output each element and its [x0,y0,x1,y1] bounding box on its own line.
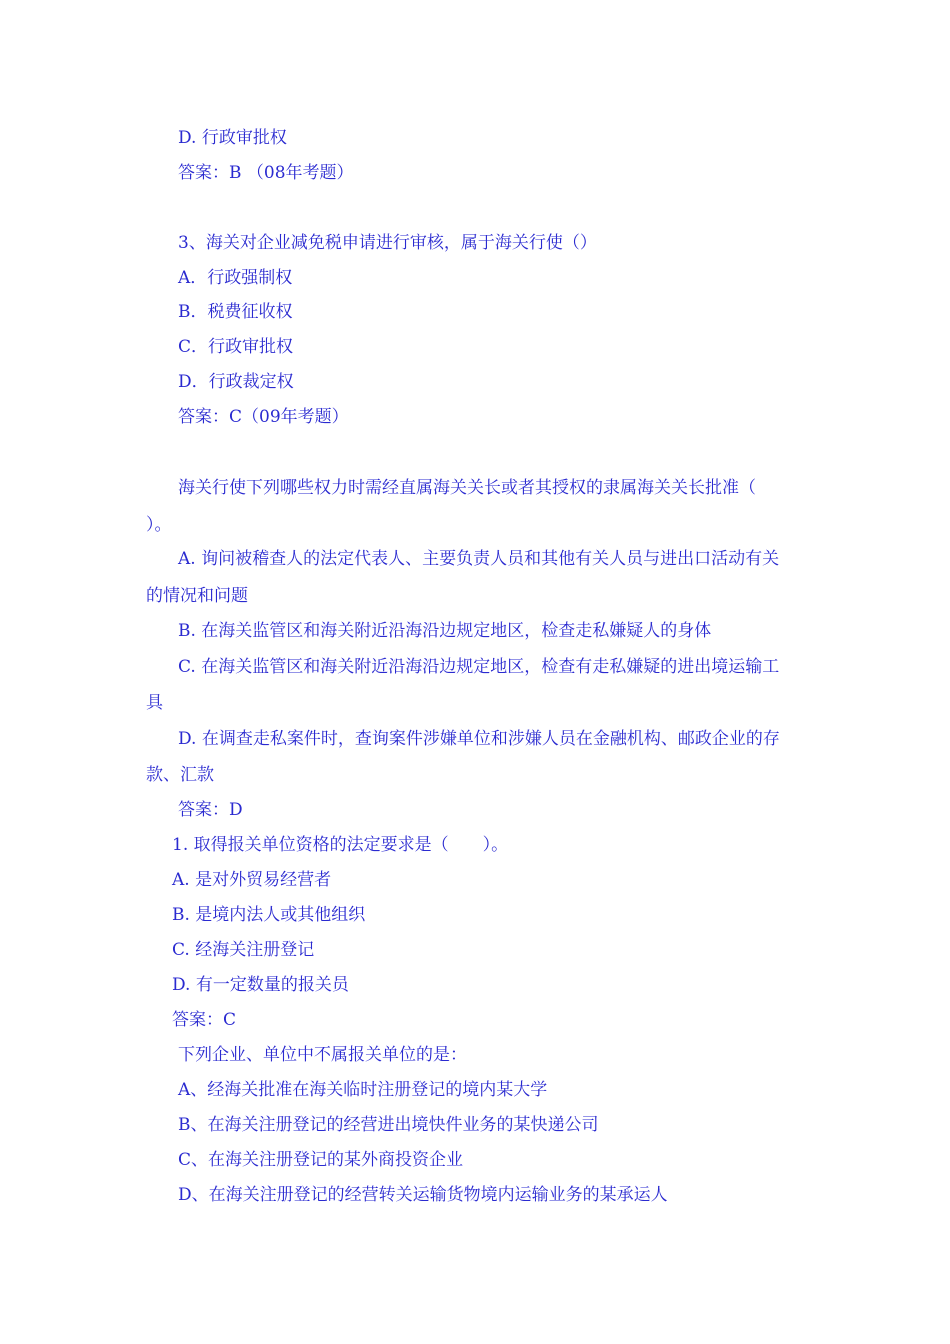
answer-line: 答案：C（09年考题） [178,407,349,427]
question-line: 下列企业、单位中不属报关单位的是： [178,1045,467,1065]
option-c-line: C. 经海关注册登记 [172,940,315,960]
option-b-line: B．税费征收权 [178,302,293,322]
option-d-line: D. 行政审批权 [178,128,287,148]
option-c-line-cont: 具 [146,693,163,713]
option-d-line: D. 有一定数量的报关员 [172,975,349,995]
option-d-line: D. 在调查走私案件时，查询案件涉嫌单位和涉嫌人员在金融机构、邮政企业的存 [178,729,780,749]
option-a-line: A．行政强制权 [178,268,293,288]
option-a-line-cont: 的情况和问题 [146,586,248,606]
option-b-line: B、在海关注册登记的经营进出境快件业务的某快递公司 [178,1115,599,1135]
option-b-line: B. 是境内法人或其他组织 [172,905,366,925]
option-d-line: D、在海关注册登记的经营转关运输货物境内运输业务的某承运人 [178,1185,668,1205]
option-a-line: A. 是对外贸易经营者 [172,870,332,890]
option-a-line: A、经海关批准在海关临时注册登记的境内某大学 [178,1080,548,1100]
answer-line: 答案：D [178,800,243,820]
option-c-line: C、在海关注册登记的某外商投资企业 [178,1150,464,1170]
question-line: 海关行使下列哪些权力时需经直属海关关长或者其授权的隶属海关关长批准（ [178,478,756,498]
option-c-line: C．行政审批权 [178,337,294,357]
option-a-line: A. 询问被稽查人的法定代表人、主要负责人员和其他有关人员与进出口活动有关 [178,549,780,569]
answer-line: 答案：B （08年考题） [178,163,354,183]
answer-line: 答案：C [172,1010,237,1030]
option-c-line: C. 在海关监管区和海关附近沿海沿边规定地区，检查有走私嫌疑的进出境运输工 [178,657,780,677]
question-line-cont: ）。 [146,515,172,535]
question-line: 3、海关对企业减免税申请进行审核，属于海关行使（） [178,233,597,253]
option-b-line: B. 在海关监管区和海关附近沿海沿边规定地区，检查走私嫌疑人的身体 [178,621,712,641]
option-d-line-cont: 款、汇款 [146,765,214,785]
question-line: 1. 取得报关单位资格的法定要求是（ ）。 [172,835,509,855]
option-d-line: D．行政裁定权 [178,372,294,392]
